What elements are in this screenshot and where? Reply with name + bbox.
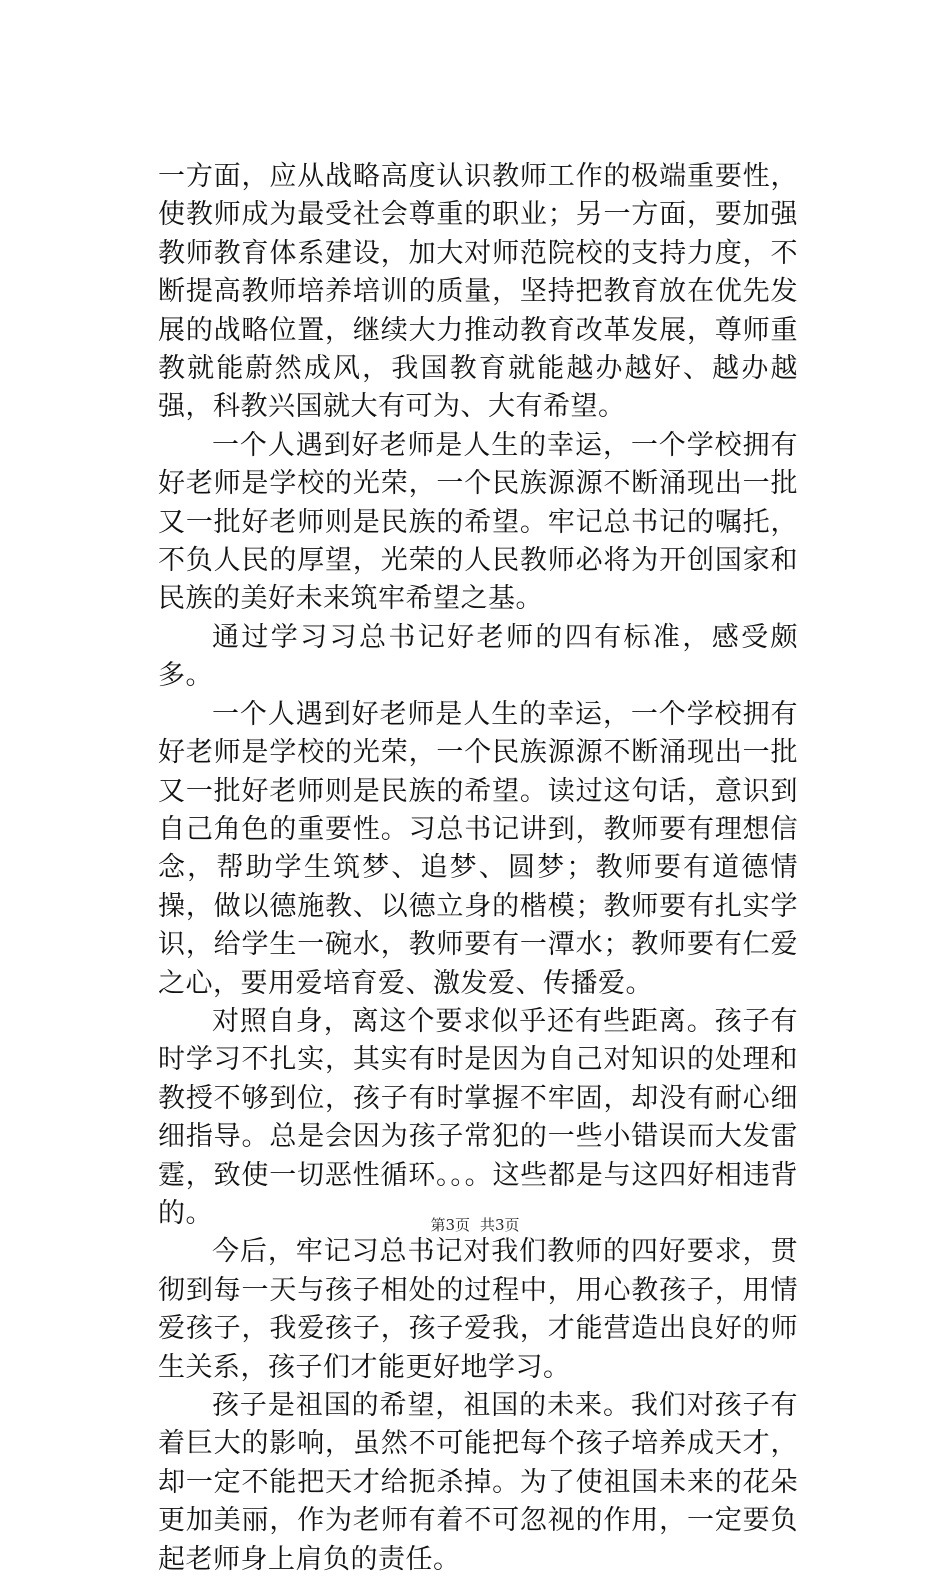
- paragraph: 一个人遇到好老师是人生的幸运，一个学校拥有好老师是学校的光荣，一个民族源源不断涌现出一批又一批好老师则是民族的希望。读过这句话，意识到自己角色的重要性。习总书记讲到，教师要有理想信念，帮助学生筑梦、追梦、圆梦；教师要有道德情操，做以德施教、以德立身的楷模；教师要有扎实学识，给学生一碗水，教师要有一潭水；教师要有仁爱之心，要用爱培育爱、激发爱、传播爱。: [158, 698, 798, 999]
- paragraph: 孩子是祖国的希望，祖国的未来。我们对孩子有着巨大的影响，虽然不可能把每个孩子培养成天才，却一定不能把天才给扼杀掉。为了使祖国未来的花朵更加美丽，作为老师有着不可忽视的作用，一定要负起老师身上肩负的责任。: [158, 1390, 798, 1575]
- paragraph: 对照自身，离这个要求似乎还有些距离。孩子有时学习不扎实，其实有时是因为自己对知识的处理和教授不够到位，孩子有时掌握不牢固，却没有耐心细细指导。总是会因为孩子常犯的一些小错误而大发雷霆，致使一切恶性循环。。。这些都是与这四好相违背的。: [158, 1005, 798, 1229]
- paragraph: 今后，牢记习总书记对我们教师的四好要求，贯彻到每一天与孩子相处的过程中，用心教孩子，用情爱孩子，我爱孩子，孩子爱我，才能营造出良好的师生关系，孩子们才能更好地学习。: [158, 1236, 798, 1383]
- page-number: 第3页: [430, 1216, 470, 1234]
- page-footer: [0, 1214, 950, 1235]
- paragraph: 一个人遇到好老师是人生的幸运，一个学校拥有好老师是学校的光荣，一个民族源源不断涌现出一批又一批好老师则是民族的希望。牢记总书记的嘱托，不负人民的厚望，光荣的人民教师必将为开创国家和民族的美好未来筑牢希望之基。: [158, 429, 798, 615]
- document-body: [158, 158, 798, 1579]
- page-total: 共3页: [480, 1216, 520, 1234]
- paragraph: 通过学习习总书记好老师的四有标准，感受颇多。: [158, 621, 798, 692]
- paragraph-continuation: 一方面，应从战略高度认识教师工作的极端重要性，使教师成为最受社会尊重的职业；另一方面，要加强教师教育体系建设，加大对师范院校的支持力度，不断提高教师培养培训的质量，坚持把教育放在优先发展的战略位置，继续大力推动教育改革发展，尊师重教就能蔚然成风，我国教育就能越办越好、越办越强，科教兴国就大有可为、大有希望。: [158, 161, 798, 423]
